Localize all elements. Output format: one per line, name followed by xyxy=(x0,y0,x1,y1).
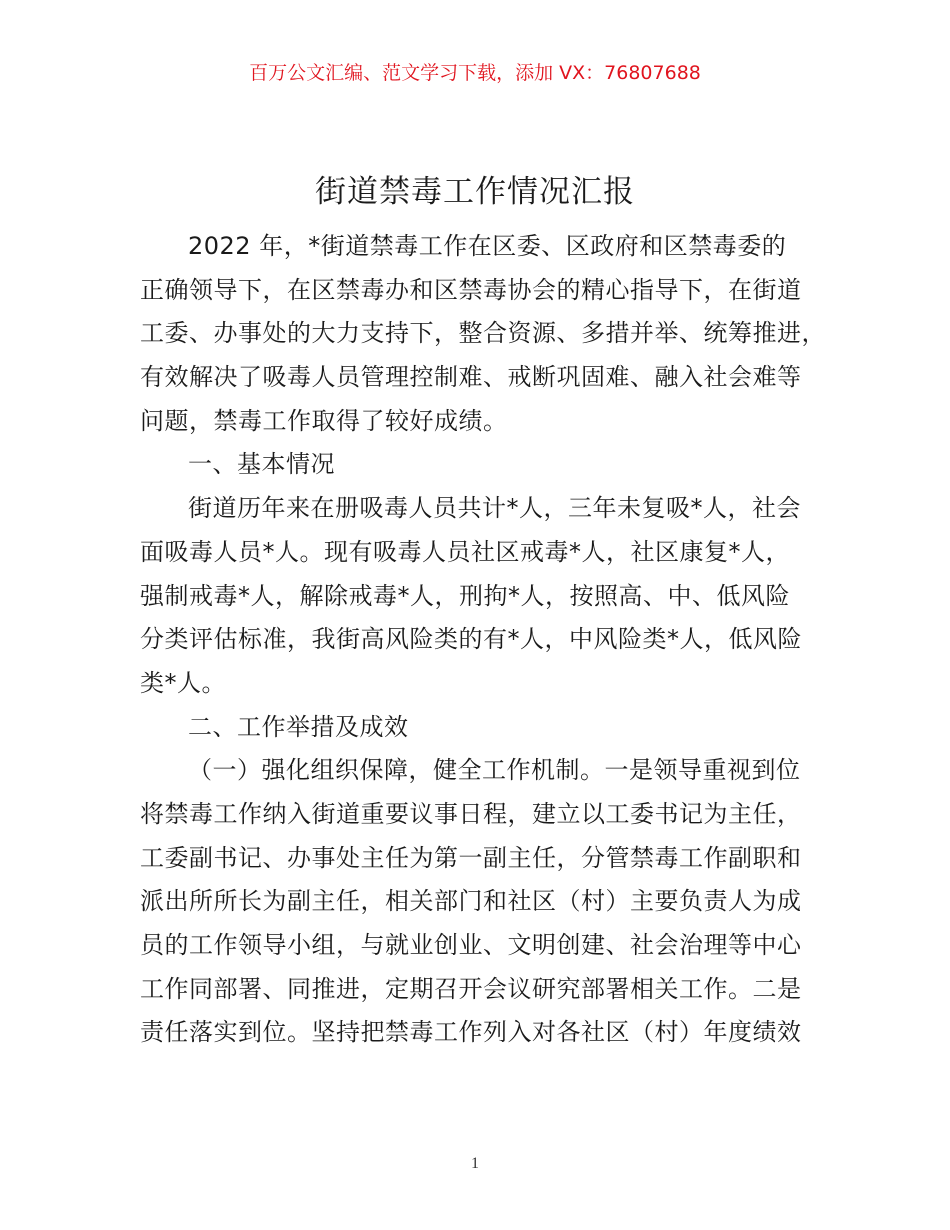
text-line: 2022 年，*街道禁毒工作在区委、区政府和区禁毒委的 xyxy=(188,232,787,260)
document-body xyxy=(140,225,840,1055)
text-line: 责任落实到位。坚持把禁毒工作列入对各社区（村）年度绩效 xyxy=(140,1018,802,1047)
text-line: 正确领导下，在区禁毒办和区禁毒协会的精心指导下，在街道 xyxy=(140,275,802,304)
text-line: 分类评估标准，我街高风险类的有*人，中风险类*人，低风险 xyxy=(140,625,802,654)
text-line: 有效解决了吸毒人员管理控制难、戒断巩固难、融入社会难等 xyxy=(140,363,802,392)
text-line: 派出所所长为副主任，相关部门和社区（村）主要负责人为成 xyxy=(140,887,802,916)
text-line: 面吸毒人员*人。现有吸毒人员社区戒毒*人，社区康复*人， xyxy=(140,537,790,566)
page-number: 1 xyxy=(471,1155,479,1172)
text-line: 强制戒毒*人，解除戒毒*人，刑拘*人，按照高、中、低风险 xyxy=(140,581,790,610)
text-line: 问题，禁毒工作取得了较好成绩。 xyxy=(140,406,508,435)
paragraph-basic-situation xyxy=(140,487,840,705)
section-heading-measures xyxy=(140,706,840,750)
text-line: 员的工作领导小组，与就业创业、文明创建、社会治理等中心 xyxy=(140,931,802,959)
section-heading-basic-situation xyxy=(140,443,840,487)
text-line: 类*人。 xyxy=(140,668,226,697)
text-line: （一）强化组织保障，健全工作机制。一是领导重视到位 xyxy=(188,756,801,785)
header-banner: 百万公文汇编、范文学习下载，添加 VX：76807688 xyxy=(249,62,701,84)
paragraph-organization xyxy=(140,749,840,1055)
text-line: 将禁毒工作纳入街道重要议事日程，建立以工委书记为主任， xyxy=(140,799,802,828)
text-line: 一、基本情况 xyxy=(188,450,335,479)
document-title: 街道禁毒工作情况汇报 xyxy=(315,174,635,210)
text-line: 二、工作举措及成效 xyxy=(188,712,409,741)
text-line: 工作同部署、同推进，定期召开会议研究部署相关工作。二是 xyxy=(140,974,802,1003)
paragraph-intro xyxy=(140,225,840,443)
text-line: 街道历年来在册吸毒人员共计*人，三年未复吸*人，社会 xyxy=(188,494,801,523)
text-line: 工委副书记、办事处主任为第一副主任，分管禁毒工作副职和 xyxy=(140,843,802,872)
text-line: 工委、办事处的大力支持下，整合资源、多措并举、统筹推进， xyxy=(140,319,826,348)
